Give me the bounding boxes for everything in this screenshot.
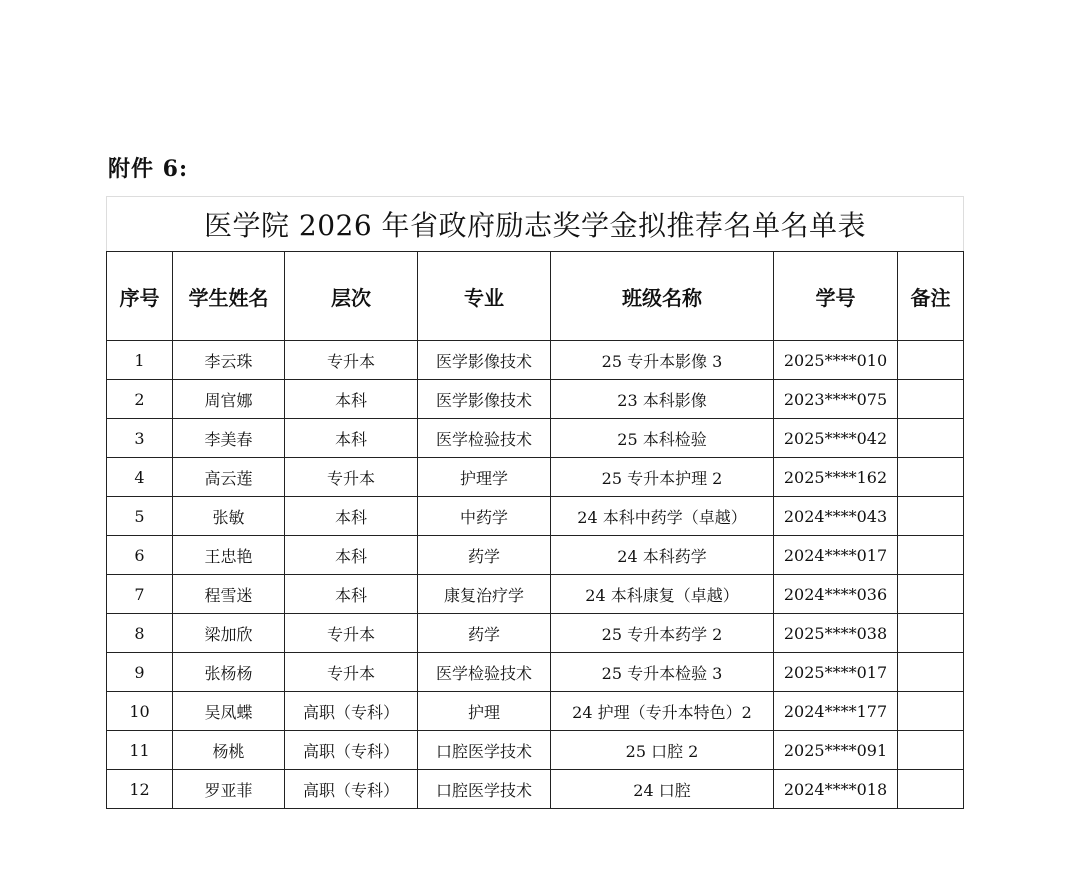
cell-index: 7 [107, 575, 173, 614]
cell-major: 医学影像技术 [418, 380, 551, 419]
column-header-index: 序号 [107, 252, 173, 341]
cell-major: 护理 [418, 692, 551, 731]
table-row [107, 497, 964, 536]
cell-remarks [898, 614, 964, 653]
cell-student-id: 2023****075 [774, 380, 898, 419]
cell-remarks [898, 770, 964, 809]
cell-name: 李云珠 [173, 341, 285, 380]
cell-remarks [898, 536, 964, 575]
cell-level: 专升本 [285, 653, 418, 692]
column-header-student-id: 学号 [774, 252, 898, 341]
cell-remarks [898, 692, 964, 731]
cell-remarks [898, 341, 964, 380]
cell-index: 11 [107, 731, 173, 770]
cell-level: 专升本 [285, 341, 418, 380]
cell-name: 吴凤蝶 [173, 692, 285, 731]
cell-remarks [898, 731, 964, 770]
cell-level: 本科 [285, 419, 418, 458]
cell-class: 24 本科药学 [551, 536, 774, 575]
cell-level: 本科 [285, 497, 418, 536]
cell-remarks [898, 419, 964, 458]
cell-major: 药学 [418, 536, 551, 575]
cell-index: 9 [107, 653, 173, 692]
cell-name: 王忠艳 [173, 536, 285, 575]
cell-class: 24 本科康复（卓越） [551, 575, 774, 614]
cell-index: 4 [107, 458, 173, 497]
table-row [107, 341, 964, 380]
column-header-level: 层次 [285, 252, 418, 341]
table-row [107, 419, 964, 458]
cell-major: 医学影像技术 [418, 341, 551, 380]
table-row [107, 692, 964, 731]
attachment-label: 附件 6: [108, 156, 189, 182]
cell-index: 6 [107, 536, 173, 575]
cell-index: 2 [107, 380, 173, 419]
column-header-name: 学生姓名 [173, 252, 285, 341]
cell-remarks [898, 380, 964, 419]
cell-class: 24 口腔 [551, 770, 774, 809]
cell-name: 罗亚菲 [173, 770, 285, 809]
cell-level: 专升本 [285, 458, 418, 497]
cell-index: 8 [107, 614, 173, 653]
title-row [107, 197, 964, 252]
cell-student-id: 2025****010 [774, 341, 898, 380]
cell-student-id: 2025****038 [774, 614, 898, 653]
cell-major: 医学检验技术 [418, 419, 551, 458]
cell-student-id: 2025****091 [774, 731, 898, 770]
cell-level: 本科 [285, 380, 418, 419]
table-row [107, 536, 964, 575]
cell-class: 24 本科中药学（卓越） [551, 497, 774, 536]
table-row [107, 653, 964, 692]
cell-class: 25 专升本护理 2 [551, 458, 774, 497]
table-row [107, 380, 964, 419]
cell-name: 张敏 [173, 497, 285, 536]
cell-name: 杨桃 [173, 731, 285, 770]
cell-name: 张杨杨 [173, 653, 285, 692]
cell-student-id: 2025****162 [774, 458, 898, 497]
table-row [107, 458, 964, 497]
cell-level: 高职（专科） [285, 731, 418, 770]
cell-name: 周官娜 [173, 380, 285, 419]
cell-name: 高云莲 [173, 458, 285, 497]
cell-remarks [898, 497, 964, 536]
cell-student-id: 2025****017 [774, 653, 898, 692]
cell-index: 5 [107, 497, 173, 536]
cell-student-id: 2024****177 [774, 692, 898, 731]
cell-class: 24 护理（专升本特色）2 [551, 692, 774, 731]
cell-class: 25 专升本药学 2 [551, 614, 774, 653]
cell-major: 护理学 [418, 458, 551, 497]
cell-level: 高职（专科） [285, 770, 418, 809]
cell-name: 李美春 [173, 419, 285, 458]
cell-class: 25 专升本影像 3 [551, 341, 774, 380]
cell-class: 25 本科检验 [551, 419, 774, 458]
table-row [107, 770, 964, 809]
cell-level: 本科 [285, 536, 418, 575]
cell-level: 高职（专科） [285, 692, 418, 731]
cell-level: 本科 [285, 575, 418, 614]
cell-class: 25 专升本检验 3 [551, 653, 774, 692]
header-row [107, 252, 964, 341]
cell-major: 药学 [418, 614, 551, 653]
column-header-class: 班级名称 [551, 252, 774, 341]
column-header-major: 专业 [418, 252, 551, 341]
cell-index: 3 [107, 419, 173, 458]
cell-name: 程雪迷 [173, 575, 285, 614]
cell-remarks [898, 575, 964, 614]
cell-index: 10 [107, 692, 173, 731]
cell-major: 口腔医学技术 [418, 731, 551, 770]
cell-major: 医学检验技术 [418, 653, 551, 692]
cell-name: 梁加欣 [173, 614, 285, 653]
table-row [107, 575, 964, 614]
cell-remarks [898, 458, 964, 497]
table-title: 医学院 2026 年省政府励志奖学金拟推荐名单名单表 [107, 197, 964, 252]
cell-major: 口腔医学技术 [418, 770, 551, 809]
cell-student-id: 2024****043 [774, 497, 898, 536]
table-row [107, 731, 964, 770]
cell-student-id: 2025****042 [774, 419, 898, 458]
recommendation-table [106, 196, 964, 809]
cell-class: 23 本科影像 [551, 380, 774, 419]
table-row [107, 614, 964, 653]
column-header-remarks: 备注 [898, 252, 964, 341]
cell-student-id: 2024****036 [774, 575, 898, 614]
table-body [107, 341, 964, 809]
cell-major: 中药学 [418, 497, 551, 536]
cell-student-id: 2024****018 [774, 770, 898, 809]
cell-major: 康复治疗学 [418, 575, 551, 614]
cell-student-id: 2024****017 [774, 536, 898, 575]
cell-level: 专升本 [285, 614, 418, 653]
cell-class: 25 口腔 2 [551, 731, 774, 770]
cell-index: 12 [107, 770, 173, 809]
cell-index: 1 [107, 341, 173, 380]
cell-remarks [898, 653, 964, 692]
